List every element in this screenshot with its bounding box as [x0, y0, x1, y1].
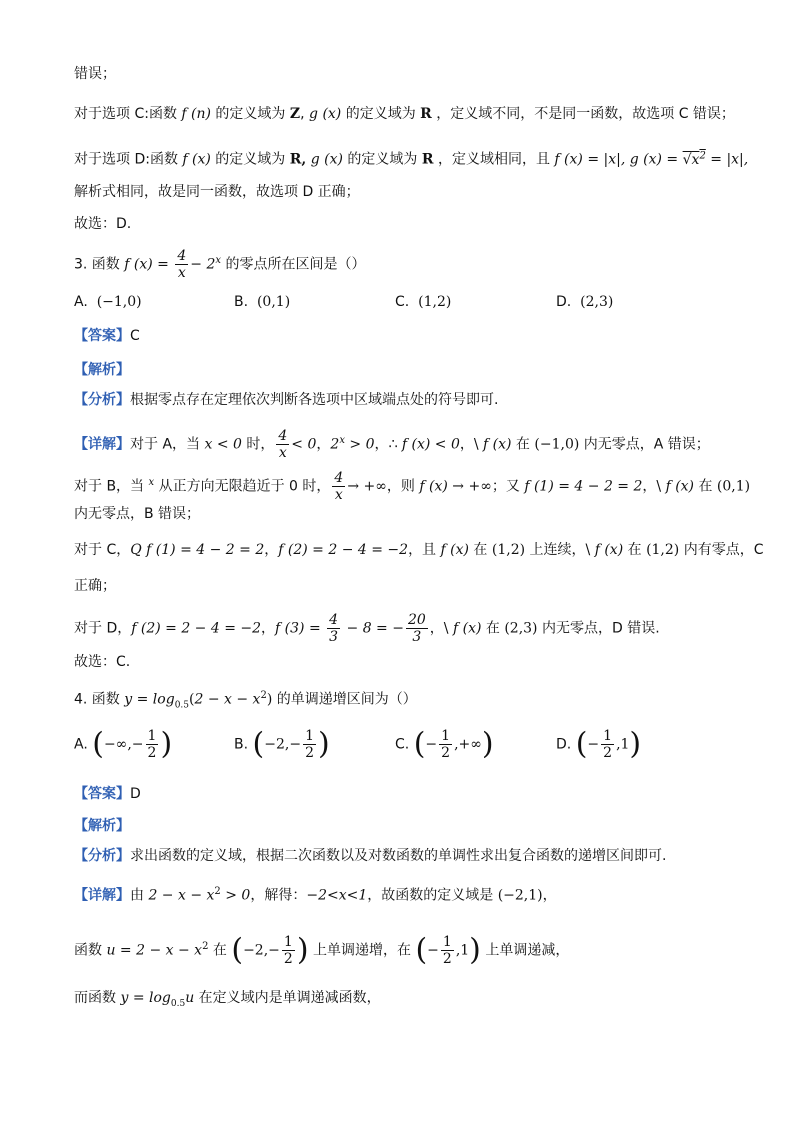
option-a: A. (−∞,− $\frac{1}{2}$ )	[74, 726, 173, 762]
text-line: 正确；	[74, 578, 116, 594]
text-line: 内无零点，B 错误；	[74, 506, 201, 522]
detail-line: 对于 C，Q f (1) = 4 − 2 = 2，f (2) = 2 − 4 = −2，且 f (x) 在 (1,2) 上连续，\ f (x) 在 (1,2) 内有零点，C	[74, 542, 764, 558]
fraction: $\frac{4}{x}$	[177, 248, 187, 281]
text-line: 对于选项 C:函数 f (n) 的定义域为 Z, g (x) 的定义域为 R ，定义域不同，不是同一函数，故选项 C 错误；	[74, 106, 735, 122]
answer-line: 【答案】D	[74, 786, 141, 802]
question-4: 4. 函数 $y = \log_{0.5}(2 - x - x^2)$ 的单调递增区间为（）	[74, 690, 417, 711]
option-d: D. (− $\frac{1}{2}$ ,1)	[556, 726, 642, 762]
answer-line: 【答案】C	[74, 328, 140, 344]
option-a: A. (−1,0)	[74, 294, 142, 310]
text-line: 而函数 $y = \log_{0.5}u$ 在定义域内是单调递减函数，	[74, 990, 381, 1009]
text-line: 解析式相同，故是同一函数，故选项 D 正确；	[74, 184, 360, 200]
analysis-heading: 【解析】	[74, 362, 130, 378]
analysis-line: 【分析】根据零点存在定理依次判断各选项中区域端点处的符号即可.	[74, 392, 499, 408]
detail-line: 【详解】对于 A，当 x < 0 时， $\frac{4}{x}$ < 0，2$^x$ > 0，∴ f (x) < 0，\ f (x) 在 (−1,0) 内无零点，A 错误；	[74, 428, 710, 461]
text-line: 对于选项 D:函数 f (x) 的定义域为 R, g (x) 的定义域为 R ，定义域相同，且 f (x) = |x|, g $(x) = √x^2 = |x|$,	[74, 150, 749, 168]
text-line: 故选：C.	[74, 654, 131, 670]
detail-line: 【详解】由 $2 - x - x^2 > 0$，解得：−2<x<1，故函数的定义域是 (−2,1)，	[74, 886, 557, 904]
option-d: D. (2,3)	[556, 294, 614, 310]
option-c: C. (− $\frac{1}{2}$ ,+∞)	[395, 726, 494, 762]
detail-line: 函数 $u = 2 - x - x^2$ 在 (−2,− $\frac{1}{2}$ ) 上单调递增，在 (− $\frac{1}{2}$ ,1) 上单调递减，	[74, 932, 570, 968]
option-b: B. (−2,− $\frac{1}{2}$ )	[234, 726, 330, 762]
text-line: 错误；	[74, 66, 116, 82]
option-b: B. (0,1)	[234, 294, 291, 310]
text-line: 故选：D.	[74, 216, 132, 232]
question-3: 3. 函数 f (x) = $\frac{4}{x}$ − $2^x$ 的零点所在区间是（）	[74, 248, 366, 281]
detail-line: 对于 D，f (2) = 2 − 4 = −2，f (3) = $\frac{4}{3}$ − 8 = − $\frac{20}{3}$ ，\ f (x) 在 (2,3) 内无零点，D 错误.	[74, 612, 660, 645]
analysis-heading: 【解析】	[74, 818, 130, 834]
analysis-line: 【分析】求出函数的定义域，根据二次函数以及对数函数的单调性求出复合函数的递增区间即可.	[74, 848, 667, 864]
option-c: C. (1,2)	[395, 294, 452, 310]
detail-line: 对于 B，当 $^x$ 从正方向无限趋近于 0 时， $\frac{4}{x}$ → +∞，则 f (x) → +∞；又 f (1) = 4 − 2 = 2，\ f (x) 在 (0,1)	[74, 470, 751, 503]
